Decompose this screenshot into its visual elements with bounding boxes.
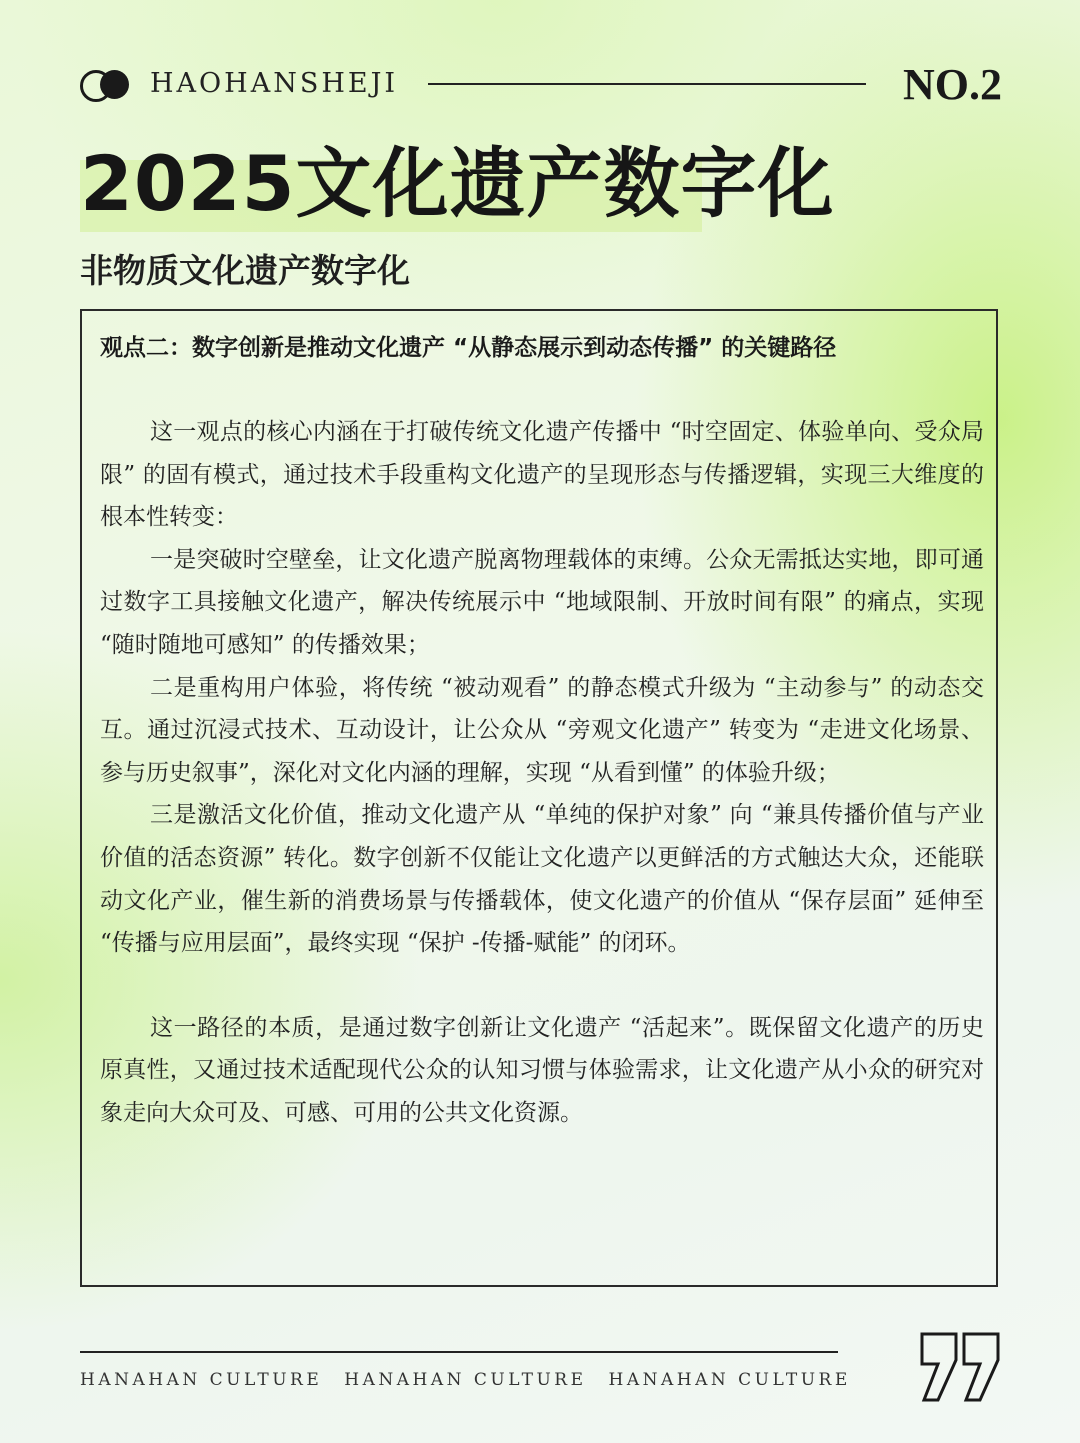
article-paragraph: 三是激活文化价值，推动文化遗产从 “单纯的保护对象” 向 “兼具传播价值与产业价值的活态资源” 转化。数字创新不仅能让文化遗产以更鲜活的方式触达大众，还能联动文化产业，催生新的消费场景与传播载体，使文化遗产的价值从 “保存层面” 延伸至 “传播与应用层面”，最终实现 “保护 -传播-赋能” 的闭环。: [100, 802, 984, 957]
header-divider: [428, 83, 866, 85]
footer-tagline: HANAHAN CULTURE: [80, 1370, 323, 1390]
brand-name: HAOHANSHEJI: [150, 68, 399, 99]
closing-quote-icon: [918, 1330, 1004, 1404]
brand-logo-icon: [80, 70, 130, 100]
article-paragraph: 二是重构用户体验，将传统 “被动观看” 的静态模式升级为 “主动参与” 的动态交互。通过沉浸式技术、互动设计，让公众从 “旁观文化遗产” 转变为 “走进文化场景、参与历史叙事”，深化对文化内涵的理解，实现 “从看到懂” 的体验升级；: [100, 674, 984, 786]
article-paragraph: 这一观点的核心内涵在于打破传统文化遗产传播中 “时空固定、体验单向、受众局限” 的固有模式，通过技术手段重构文化遗产的呈现形态与传播逻辑，实现三大维度的根本性转变：: [100, 419, 984, 531]
page-subtitle: 非物质文化遗产数字化: [80, 251, 410, 290]
page-number: NO.2: [903, 60, 1002, 109]
article-body: [100, 411, 984, 1135]
footer-tagline: HANAHAN CULTURE: [608, 1370, 851, 1390]
article-paragraph: 一是突破时空壁垒，让文化遗产脱离物理载体的束缚。公众无需抵达实地，即可通过数字工具接触文化遗产，解决传统展示中 “地域限制、开放时间有限” 的痛点，实现 “随时随地可感知” 的传播效果；: [100, 546, 984, 658]
logo-dot-shape: [100, 70, 129, 99]
page-title: 2025文化遗产数字化: [80, 139, 835, 228]
footer-divider: [80, 1351, 838, 1353]
footer-taglines: [80, 1368, 873, 1392]
article-paragraph: 这一路径的本质，是通过数字创新让文化遗产 “活起来”。既保留文化遗产的历史原真性，又通过技术适配现代公众的认知习惯与体验需求，让文化遗产从小众的研究对象走向大众可及、可感、可用的公共文化资源。: [100, 1014, 984, 1126]
footer-tagline: HANAHAN CULTURE: [344, 1370, 587, 1390]
article-heading: 观点二：数字创新是推动文化遗产 “从静态展示到动态传播” 的关键路径: [100, 335, 837, 361]
